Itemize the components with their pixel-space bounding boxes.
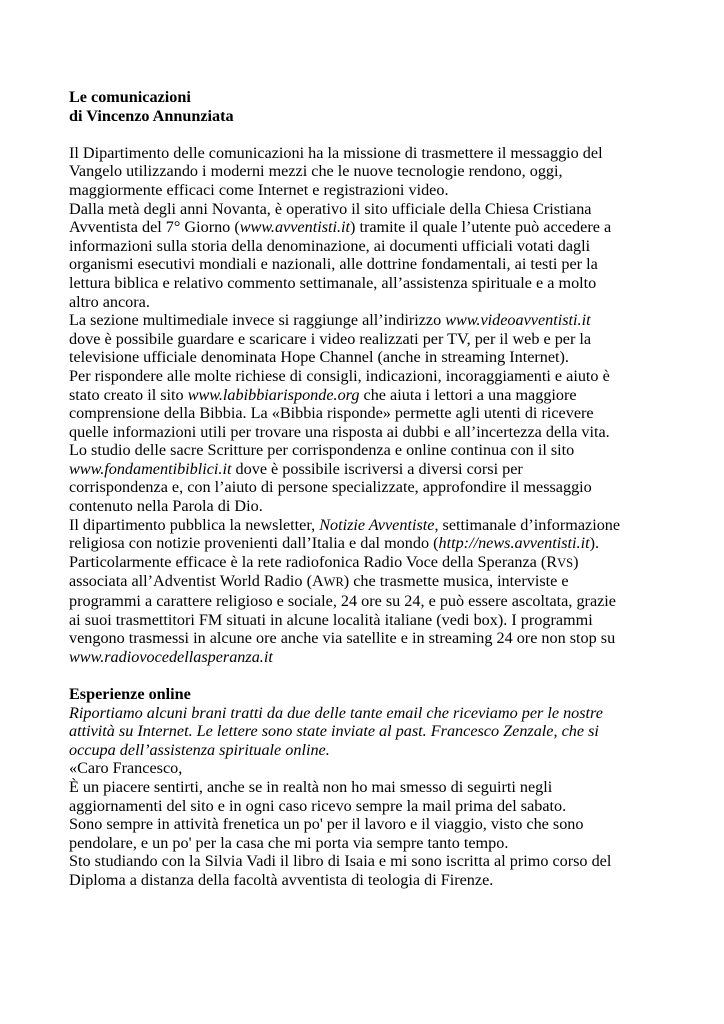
italic-text-run: Notizie Avventiste [319,515,435,534]
text-run: ai suoi trasmettitori FM situati in alcune località italiane (vedi box). I programmi [69,610,593,629]
article-body [69,144,684,667]
italic-text-run: www.radiovocedellasperanza.it [69,647,273,666]
text-run: maggiormente efficaci come Internet e registrazioni video. [69,180,449,199]
italic-text-run: www.fondamentibiblici.it [69,459,232,478]
text-run: associata all’Adventist World Radio (A [69,572,324,591]
text-line [69,367,684,386]
text-line [69,741,684,760]
small-caps-run: WR [323,575,344,590]
text-run: Dalla metà degli anni Novanta, è operativo il sito ufficiale della Chiesa Cristiana [69,199,592,218]
text-line [69,572,684,592]
article-author: di Vincenzo Annunziata [69,106,234,125]
text-run: ) [573,552,579,571]
italic-text-run: http://news.avventisti.it [438,534,590,553]
text-line [69,162,684,181]
article-title: Le comunicazioni [69,88,191,106]
text-line [69,330,684,349]
section-heading: Esperienze online [69,685,191,703]
text-line [69,534,684,553]
text-run: contenuto nella Parola di Dio. [69,497,263,516]
small-caps-run: VS [557,555,574,570]
text-run: ) tramite il quale l’utente può accedere a [350,218,612,237]
italic-text-run: Riportiamo alcuni brani tratti da due delle tante email che riceviamo per le nostre [69,703,603,722]
text-run: organismi esecutivi mondiali e nazionali, alle dottrine fondamentali, ai testi per la [69,255,598,274]
text-line [69,797,684,816]
text-line [69,255,684,274]
text-line [69,423,684,442]
text-run: Per rispondere alle molte richiese di consigli, indicazioni, incoraggiamenti e aiuto è [69,366,610,385]
text-line [69,611,684,630]
text-run: aggiornamenti del sito e in ogni caso ricevo sempre la mail prima del sabato. [69,796,567,815]
text-line [69,441,684,460]
text-line [69,648,684,667]
text-line [69,460,684,479]
text-line [69,497,684,516]
text-line [69,704,684,723]
italic-text-run: occupa dell’assistenza spirituale online. [69,740,330,759]
text-line [69,722,684,741]
text-run: «Caro Francesco, [69,759,183,778]
text-run: altro ancora. [69,292,150,311]
text-line [69,218,684,237]
text-run: Sto studiando con la Silvia Vadi il libro di Isaia e mi sono iscritta al primo corso del [69,852,612,871]
text-line [69,404,684,423]
section-body [69,704,684,890]
text-line [69,871,684,890]
text-run: Il Dipartimento delle comunicazioni ha la missione di trasmettere il messaggio del [69,143,603,162]
text-run: quelle informazioni utili per trovare una risposta ai dubbi e all’incertezza della vita. [69,422,610,441]
text-run: corrispondenza e, con l’aiuto di persone specializzate, approfondire il messaggio [69,478,592,497]
text-line [69,629,684,648]
text-run: dove è possibile iscriversi a diversi corsi per [231,459,523,478]
text-line [69,478,684,497]
italic-text-run: attività su Internet. Le lettere sono state inviate al past. Francesco Zenzale, che si [69,722,599,741]
text-run: Diploma a distanza della facoltà avventista di teologia di Firenze. [69,870,494,889]
text-line [69,834,684,853]
text-run: Particolarmente efficace è la rete radiofonica Radio Voce della Speranza (R [69,552,558,571]
text-run: programmi a carattere religioso e sociale, 24 ore su 24, e può essere ascoltata, grazie [69,592,616,611]
text-line [69,181,684,200]
text-run: Lo studio delle sacre Scritture per corrispondenza e online continua con il sito [69,441,575,460]
text-line [69,516,684,535]
text-run: ) che trasmette musica, interviste e [343,572,569,591]
text-run: vengono trasmessi in alcune ore anche via satellite e in streaming 24 ore non stop su [69,629,616,648]
text-line [69,386,684,405]
text-run: dove è possibile guardare e scaricare i video realizzati per TV, per il web e per la [69,329,592,348]
text-line [69,293,684,312]
text-line [69,237,684,256]
text-run: informazioni sulla storia della denominazione, ai documenti ufficiali votati dagli [69,236,591,255]
text-run: che aiuta i lettori a una maggiore [359,385,577,404]
italic-text-run: www.videoavventisti.it [445,311,591,330]
text-run: stato creato il sito [69,385,188,404]
text-run: È un piacere sentirti, anche se in realtà non ho mai smesso di seguirti negli [69,777,553,796]
text-run: televisione ufficiale denominata Hope Channel (anche in streaming Internet). [69,348,569,367]
text-line [69,778,684,797]
italic-text-run: www.avventisti.it [239,218,351,237]
text-run: Il dipartimento pubblica la newsletter, [69,515,320,534]
text-line [69,144,684,163]
text-line [69,759,684,778]
text-run: Vangelo utilizzando i moderni mezzi che le nuove tecnologie rendono, oggi, [69,162,563,181]
text-run: religiosa con notizie provenienti dall’Italia e dal mondo ( [69,534,439,553]
text-line [69,311,684,330]
text-line [69,592,684,611]
text-run: Sono sempre in attività frenetica un po' per il lavoro e il viaggio, visto che sono [69,815,584,834]
text-run: ). [589,534,599,553]
text-run: pendolare, e un po' per la casa che mi porta via sempre tanto tempo. [69,833,509,852]
text-run: Avventista del 7° Giorno ( [69,218,240,237]
text-line [69,553,684,573]
text-run: lettura biblica e relativo commento settimanale, all’assistenza spirituale e a molto [69,273,597,292]
text-run: comprensione della Bibbia. La «Bibbia risponde» permette agli utenti di ricevere [69,404,594,423]
paragraph-gap [69,666,684,685]
text-line [69,200,684,219]
italic-text-run: www.labibbiarisponde.org [187,385,360,404]
text-line [69,348,684,367]
text-line [69,274,684,293]
text-line [69,815,684,834]
text-run: , settimanale d’informazione [434,515,621,534]
paragraph-gap [69,125,684,144]
text-run: La sezione multimediale invece si raggiunge all’indirizzo [69,311,446,330]
text-line [69,852,684,871]
